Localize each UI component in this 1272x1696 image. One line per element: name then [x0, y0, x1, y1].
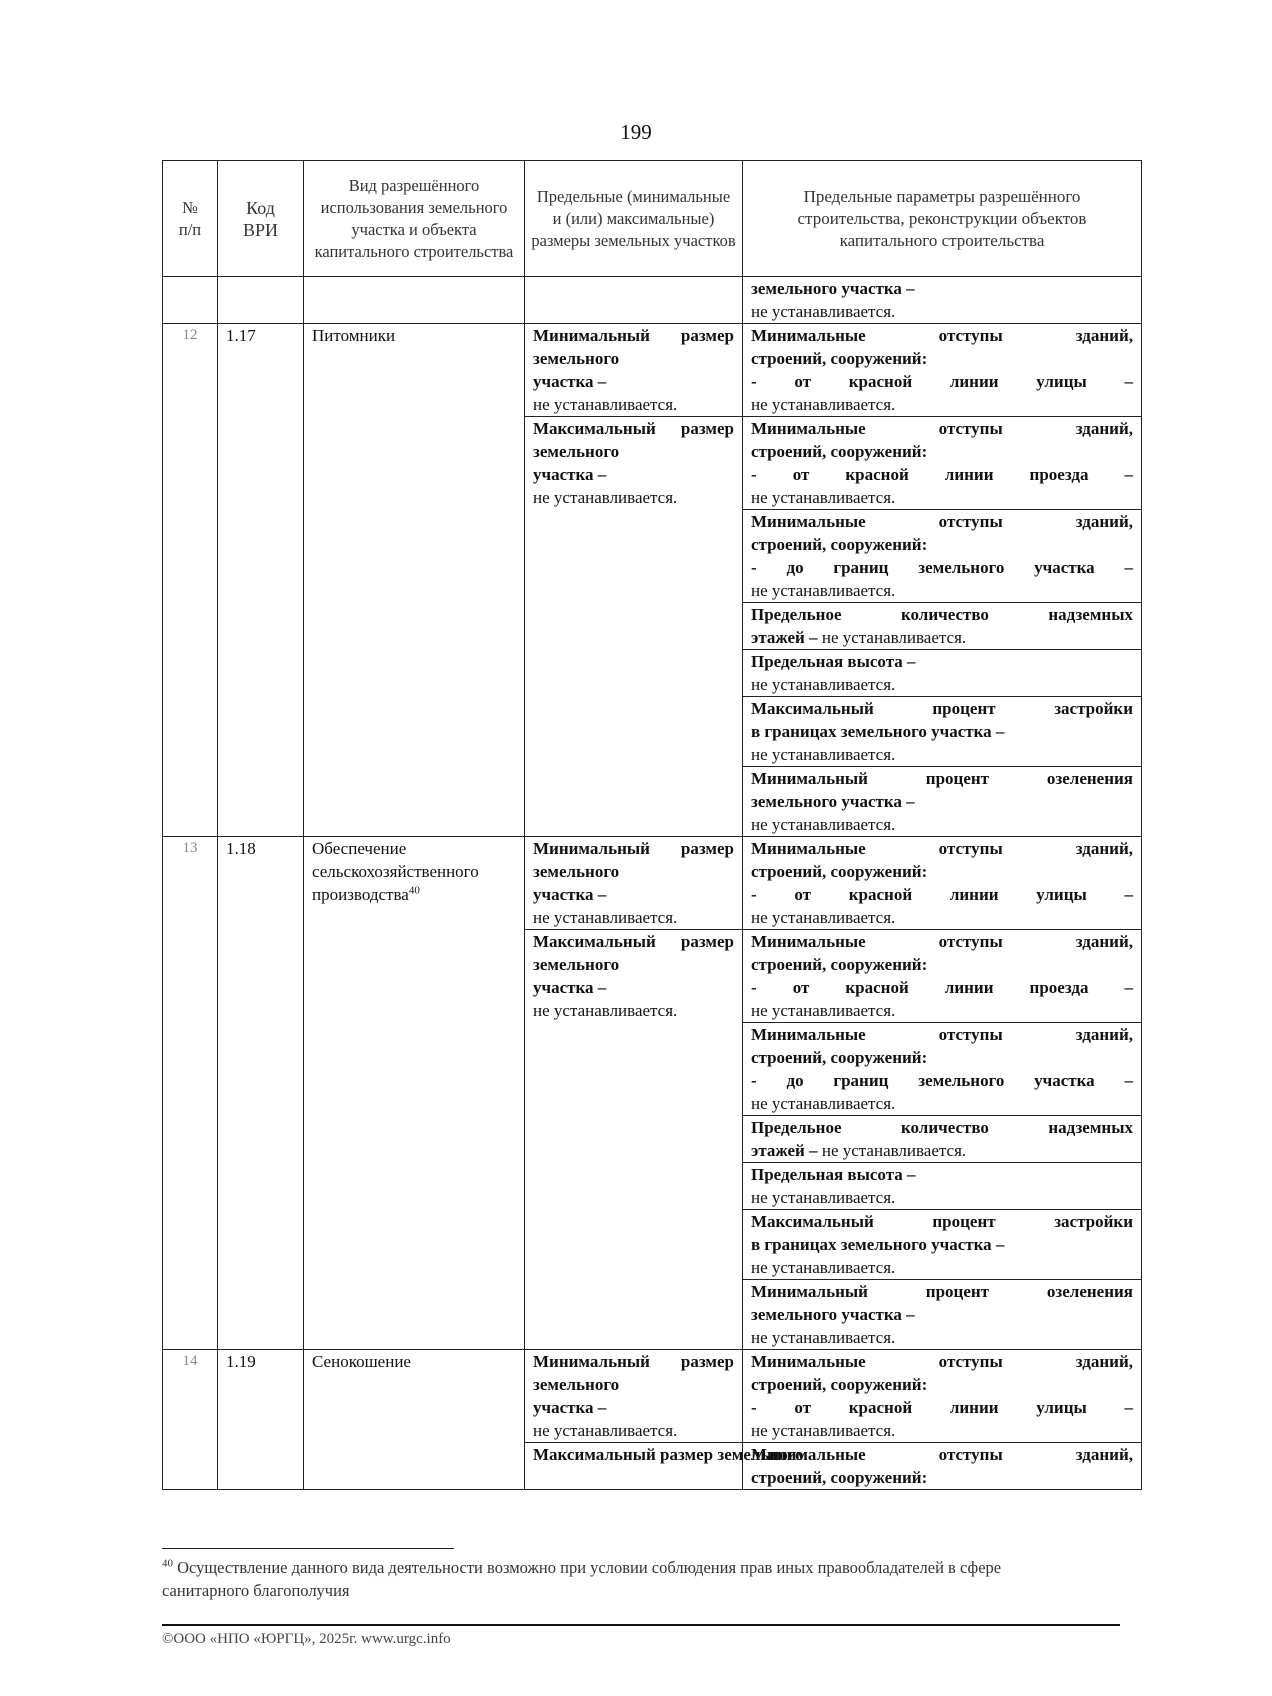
table-row	[163, 324, 1142, 417]
row-use-name: Обеспечение сельскохозяйственного производства$^{40}$	[304, 837, 525, 1350]
header-params: Предельные параметры разрешённого строительства, реконструкции объектов капитального строительства	[743, 161, 1142, 277]
row-number: 13	[163, 837, 218, 1350]
row-code: 1.17	[218, 324, 304, 837]
zoning-parameters-table	[162, 160, 1142, 1490]
cell-param: Минимальный процент озеленения земельного участка – не устанавливается.	[743, 767, 1142, 837]
row-use-name: Питомники	[304, 324, 525, 837]
cell-param: Минимальные отступы зданий, строений, сооружений: - от красной линии улицы – не устанавливается.	[743, 324, 1142, 417]
table-row-continuation	[163, 277, 1142, 324]
cell-min-plot: Минимальный размер земельного участка – не устанавливается.	[525, 837, 743, 930]
table-header-row	[163, 161, 1142, 277]
cell-param: Минимальные отступы зданий, строений, сооружений: - от красной линии улицы – не устанавливается.	[743, 837, 1142, 930]
cell-max-plot: Максимальный размер земельного участка – не устанавливается.	[525, 417, 743, 837]
cell-param: Минимальные отступы зданий, строений, сооружений: - от красной линии улицы – не устанавливается.	[743, 1350, 1142, 1443]
cell-param: Максимальный процент застройки в границах земельного участка – не устанавливается.	[743, 1210, 1142, 1280]
cell-max-plot: Максимальный размер земельного участка – не устанавливается.	[525, 930, 743, 1350]
header-plot: Предельные (минимальные и (или) максимальные) размеры земельных участков	[525, 161, 743, 277]
footer-divider	[162, 1624, 1120, 1626]
header-num: № п/п	[163, 161, 218, 277]
cell-param: Минимальные отступы зданий, строений, сооружений: - от красной линии проезда – не устанавливается.	[743, 417, 1142, 510]
footnote-text: Осуществление данного вида деятельности возможно при условии соблюдения прав иных правообладателей в сфере санитарного благополучия	[162, 1558, 1002, 1600]
table-row	[163, 837, 1142, 930]
page-footer: ©ООО «НПО «ЮРГЦ», 2025г. www.urgc.info	[162, 1631, 451, 1647]
row-number: 12	[163, 324, 218, 837]
cell-param: земельного участка – не устанавливается.	[743, 277, 1142, 324]
row-use-name: Сенокошение	[304, 1350, 525, 1490]
footnote-divider	[162, 1548, 454, 1549]
cell-min-plot: Минимальный размер земельного участка – не устанавливается.	[525, 324, 743, 417]
cell-max-plot: Максимальный размер земельного	[525, 1443, 743, 1490]
cell-param: Минимальные отступы зданий, строений, сооружений:	[743, 1443, 1142, 1490]
cell-param: Минимальный процент озеленения земельного участка – не устанавливается.	[743, 1280, 1142, 1350]
cell-param: Максимальный процент застройки в границах земельного участка – не устанавливается.	[743, 697, 1142, 767]
cell-param: Минимальные отступы зданий, строений, сооружений: - до границ земельного участка – не устанавливается.	[743, 1023, 1142, 1116]
cell-param: Минимальные отступы зданий, строений, сооружений: - до границ земельного участка – не устанавливается.	[743, 510, 1142, 603]
footnote	[162, 1556, 1042, 1602]
header-name: Вид разрешённого использования земельного участка и объекта капитального строительства	[304, 161, 525, 277]
cell-param: Предельное количество надземных этажей – не устанавливается.	[743, 603, 1142, 650]
cell-param: Минимальные отступы зданий, строений, сооружений: - от красной линии проезда – не устанавливается.	[743, 930, 1142, 1023]
cell-param: Предельная высота – не устанавливается.	[743, 1163, 1142, 1210]
footnote-ref: 40	[408, 884, 420, 897]
header-code: Код ВРИ	[218, 161, 304, 277]
table-row	[163, 1350, 1142, 1443]
cell-param: Предельная высота – не устанавливается.	[743, 650, 1142, 697]
cell-min-plot: Минимальный размер земельного участка – не устанавливается.	[525, 1350, 743, 1443]
page-number: 199	[620, 120, 652, 144]
footnote-mark: 40	[162, 1557, 173, 1570]
row-code: 1.19	[218, 1350, 304, 1490]
row-number: 14	[163, 1350, 218, 1490]
row-code: 1.18	[218, 837, 304, 1350]
cell-param: Предельное количество надземных этажей – не устанавливается.	[743, 1116, 1142, 1163]
